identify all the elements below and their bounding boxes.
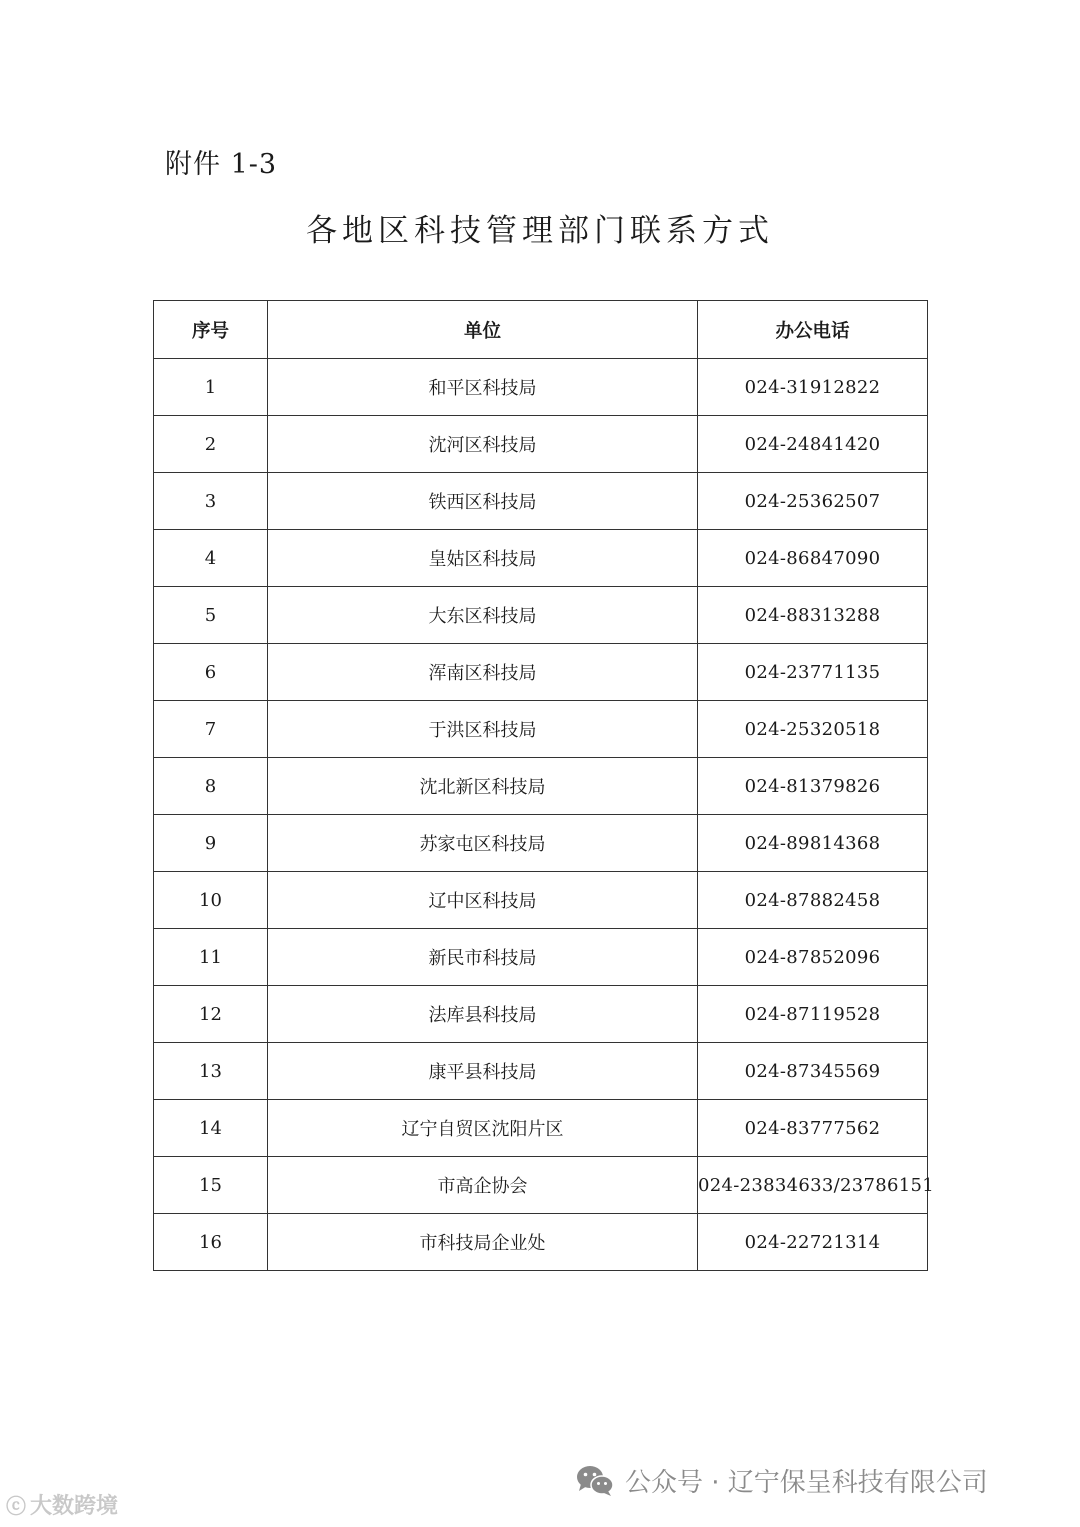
table-row <box>154 1157 928 1214</box>
table-row <box>154 758 928 815</box>
wechat-icon <box>575 1464 615 1498</box>
cell-phone: 024-87852096 <box>698 929 928 986</box>
table-row <box>154 587 928 644</box>
cell-number: 9 <box>154 815 268 872</box>
watermark-left <box>6 1489 118 1520</box>
cell-unit: 康平县科技局 <box>268 1043 698 1100</box>
cell-number: 5 <box>154 587 268 644</box>
table-row <box>154 359 928 416</box>
cell-unit: 苏家屯区科技局 <box>268 815 698 872</box>
table-row <box>154 473 928 530</box>
cell-phone: 024-83777562 <box>698 1100 928 1157</box>
table-header-row <box>154 301 928 359</box>
cell-unit: 辽中区科技局 <box>268 872 698 929</box>
cell-phone: 024-22721314 <box>698 1214 928 1271</box>
cell-phone: 024-88313288 <box>698 587 928 644</box>
cell-number: 15 <box>154 1157 268 1214</box>
cell-number: 6 <box>154 644 268 701</box>
cell-unit: 皇姑区科技局 <box>268 530 698 587</box>
header-phone: 办公电话 <box>698 301 928 359</box>
cell-phone: 024-25320518 <box>698 701 928 758</box>
cell-number: 8 <box>154 758 268 815</box>
cell-phone: 024-24841420 <box>698 416 928 473</box>
logo-icon: ⓒ <box>6 1494 26 1518</box>
table-row <box>154 815 928 872</box>
table-row <box>154 1043 928 1100</box>
cell-unit: 铁西区科技局 <box>268 473 698 530</box>
cell-phone: 024-89814368 <box>698 815 928 872</box>
header-unit: 单位 <box>268 301 698 359</box>
cell-unit: 市科技局企业处 <box>268 1214 698 1271</box>
table-row <box>154 644 928 701</box>
watermark-right <box>575 1462 988 1499</box>
cell-number: 10 <box>154 872 268 929</box>
cell-number: 1 <box>154 359 268 416</box>
cell-unit: 和平区科技局 <box>268 359 698 416</box>
cell-unit: 浑南区科技局 <box>268 644 698 701</box>
table-row <box>154 986 928 1043</box>
cell-phone: 024-87119528 <box>698 986 928 1043</box>
attachment-label: 附件 1-3 <box>165 149 278 180</box>
cell-unit: 法库县科技局 <box>268 986 698 1043</box>
table-row <box>154 929 928 986</box>
cell-phone: 024-81379826 <box>698 758 928 815</box>
cell-phone: 024-25362507 <box>698 473 928 530</box>
cell-number: 16 <box>154 1214 268 1271</box>
watermark-left-text: 大数跨境 <box>30 1494 119 1519</box>
cell-phone: 024-87345569 <box>698 1043 928 1100</box>
cell-unit: 大东区科技局 <box>268 587 698 644</box>
cell-number: 11 <box>154 929 268 986</box>
cell-number: 14 <box>154 1100 268 1157</box>
table-row <box>154 416 928 473</box>
header-number: 序号 <box>154 301 268 359</box>
cell-phone: 024-87882458 <box>698 872 928 929</box>
cell-number: 2 <box>154 416 268 473</box>
cell-unit: 新民市科技局 <box>268 929 698 986</box>
cell-unit: 市高企协会 <box>268 1157 698 1214</box>
cell-phone: 024-86847090 <box>698 530 928 587</box>
cell-number: 3 <box>154 473 268 530</box>
cell-unit: 于洪区科技局 <box>268 701 698 758</box>
table-row <box>154 530 928 587</box>
cell-phone: 024-31912822 <box>698 359 928 416</box>
table-row <box>154 872 928 929</box>
cell-phone: 024-23834633/23786151 <box>698 1157 928 1214</box>
table-row <box>154 1100 928 1157</box>
cell-number: 4 <box>154 530 268 587</box>
contacts-table <box>153 300 935 1271</box>
table-row <box>154 701 928 758</box>
cell-unit: 沈北新区科技局 <box>268 758 698 815</box>
watermark-right-text: 公众号 · 辽宁保呈科技有限公司 <box>625 1468 988 1498</box>
table-body <box>154 359 935 1271</box>
cell-number: 12 <box>154 986 268 1043</box>
cell-number: 7 <box>154 701 268 758</box>
cell-unit: 沈河区科技局 <box>268 416 698 473</box>
document-title: 各地区科技管理部门联系方式 <box>306 213 774 249</box>
cell-unit: 辽宁自贸区沈阳片区 <box>268 1100 698 1157</box>
cell-phone: 024-23771135 <box>698 644 928 701</box>
cell-number: 13 <box>154 1043 268 1100</box>
table-row <box>154 1214 928 1271</box>
